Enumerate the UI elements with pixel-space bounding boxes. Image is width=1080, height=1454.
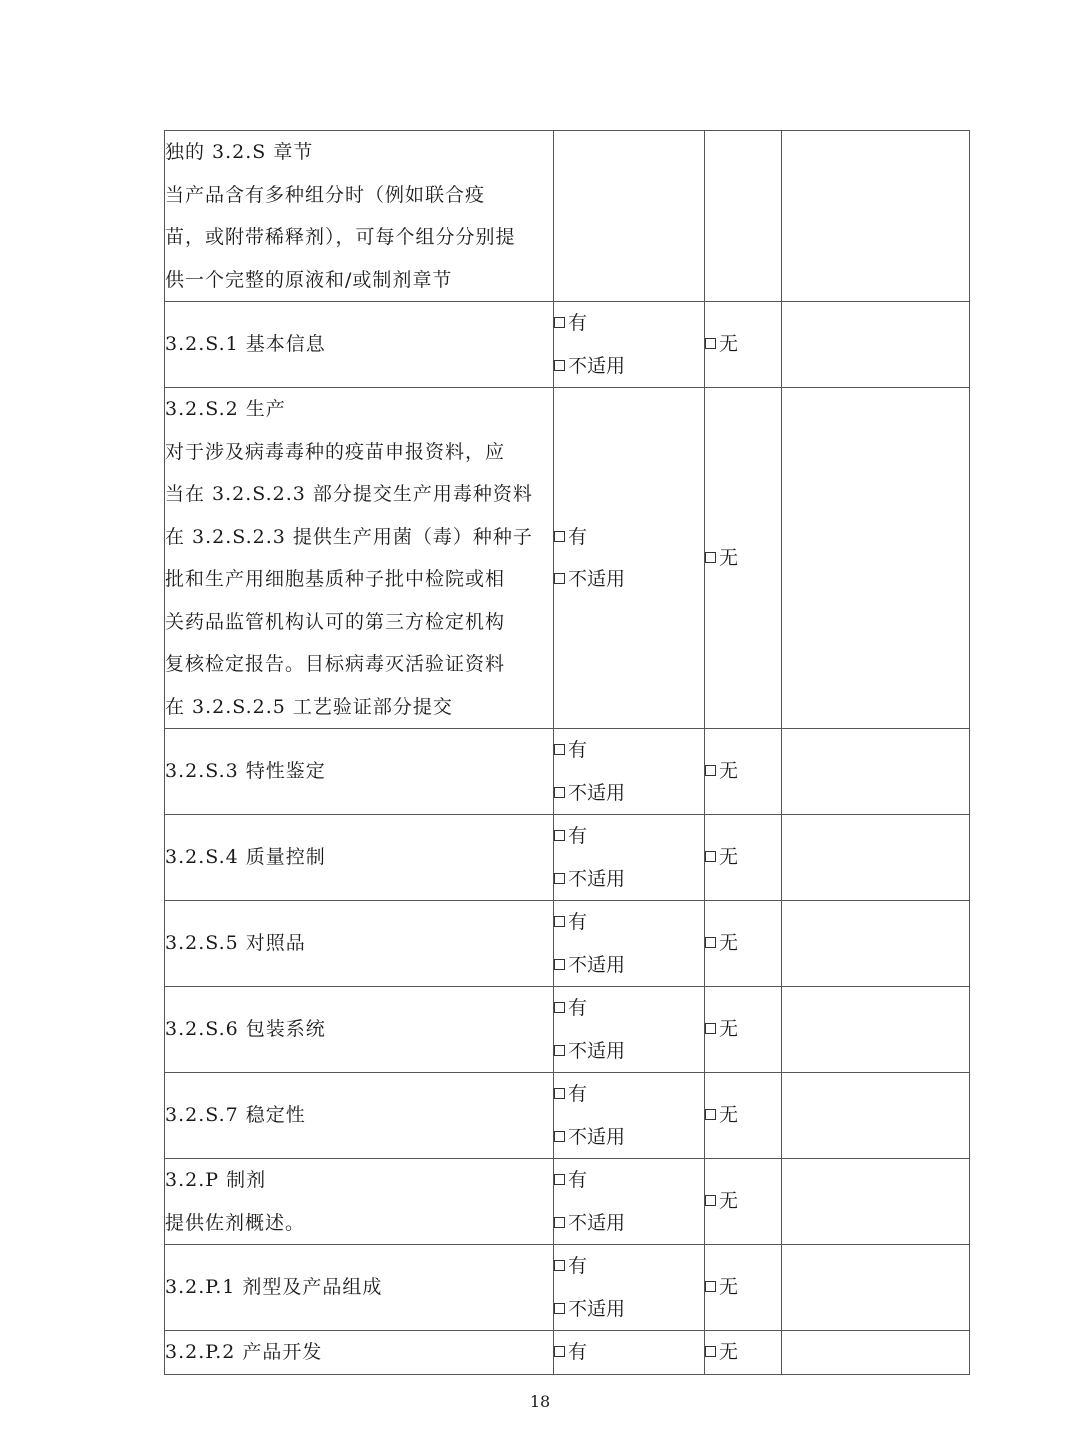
checkbox-icon[interactable] [705, 552, 716, 563]
table-row [165, 1159, 970, 1245]
option-label: 有 [568, 1341, 588, 1363]
checkbox-icon[interactable] [554, 1088, 565, 1099]
option-yes[interactable] [554, 516, 704, 559]
table-row [165, 1331, 970, 1375]
remark-cell[interactable] [782, 1159, 970, 1245]
item-text: 3.2.S.6 包装系统 [165, 1018, 326, 1041]
page-number: 18 [529, 1392, 551, 1411]
table-row [165, 901, 970, 987]
option-label: 不适用 [568, 781, 626, 804]
item-cell [165, 1159, 554, 1245]
checkbox-icon[interactable] [554, 317, 565, 328]
option-yes[interactable] [554, 1331, 704, 1374]
option-none[interactable] [705, 836, 781, 879]
option-none[interactable] [705, 922, 781, 965]
option-not-applicable[interactable] [554, 1116, 704, 1159]
item-cell [165, 302, 554, 388]
option-label: 不适用 [568, 1039, 626, 1062]
option-label: 有 [568, 911, 588, 933]
option-cell-none [705, 131, 782, 302]
item-text: 3.2.S.4 质量控制 [165, 846, 326, 869]
item-cell [165, 729, 554, 815]
remark-cell[interactable] [782, 1245, 970, 1331]
option-none[interactable] [705, 537, 781, 580]
option-cell-availability [554, 1245, 705, 1331]
option-label: 无 [719, 846, 739, 869]
item-cell [165, 901, 554, 987]
remark-cell[interactable] [782, 302, 970, 388]
table-row [165, 131, 970, 302]
table-row [165, 815, 970, 901]
remark-cell[interactable] [782, 901, 970, 987]
option-label: 无 [719, 1190, 739, 1213]
option-yes[interactable] [554, 901, 704, 944]
option-cell-none [705, 987, 782, 1073]
item-cell [165, 1245, 554, 1331]
checkbox-icon[interactable] [554, 873, 565, 884]
option-none[interactable] [705, 1008, 781, 1051]
checkbox-icon[interactable] [554, 1217, 565, 1228]
option-cell-none [705, 1331, 782, 1375]
checkbox-icon[interactable] [705, 851, 716, 862]
item-text: 在 3.2.S.2.3 提供生产用菌（毒）种种子 [165, 525, 533, 548]
remark-cell[interactable] [782, 131, 970, 302]
option-label: 不适用 [568, 568, 626, 590]
option-yes[interactable] [554, 1245, 704, 1288]
option-yes[interactable] [554, 815, 704, 858]
option-cell-none [705, 1245, 782, 1331]
option-cell-availability [554, 987, 705, 1073]
item-text: 3.2.S.1 基本信息 [165, 333, 326, 356]
option-yes[interactable] [554, 729, 704, 772]
option-label: 无 [719, 1276, 739, 1299]
item-text: 独的 3.2.S 章节 [165, 141, 314, 163]
remark-cell[interactable] [782, 1073, 970, 1159]
checkbox-icon[interactable] [705, 1346, 716, 1357]
checklist-table [164, 130, 970, 1375]
option-label: 有 [568, 1169, 588, 1191]
option-label: 不适用 [568, 867, 626, 890]
option-yes[interactable] [554, 302, 704, 345]
item-text: 提供佐剂概述。 [165, 1211, 306, 1234]
checkbox-icon[interactable] [554, 959, 565, 970]
option-not-applicable[interactable] [554, 1288, 704, 1331]
option-not-applicable[interactable] [554, 944, 704, 987]
checkbox-icon[interactable] [554, 1002, 565, 1013]
checkbox-icon[interactable] [554, 1303, 565, 1314]
item-text: 苗，或附带稀释剂），可每个组分分别提 [165, 226, 516, 248]
option-none[interactable] [705, 750, 781, 793]
checkbox-icon[interactable] [554, 830, 565, 841]
table-row [165, 1073, 970, 1159]
option-cell-availability [554, 1331, 705, 1375]
option-cell-none [705, 1159, 782, 1245]
remark-cell[interactable] [782, 1331, 970, 1375]
option-cell-availability [554, 1159, 705, 1245]
item-cell [165, 987, 554, 1073]
option-label: 不适用 [568, 1297, 626, 1320]
option-label: 不适用 [568, 1211, 626, 1234]
option-cell-none [705, 901, 782, 987]
option-not-applicable[interactable] [554, 772, 704, 815]
remark-cell[interactable] [782, 987, 970, 1073]
checkbox-icon[interactable] [554, 787, 565, 798]
option-cell-none [705, 1073, 782, 1159]
item-cell [165, 1331, 554, 1375]
option-yes[interactable] [554, 1159, 704, 1202]
checkbox-icon[interactable] [554, 1131, 565, 1142]
item-text: 3.2.S.3 特性鉴定 [165, 760, 326, 783]
option-none[interactable] [705, 323, 781, 366]
item-cell [165, 131, 554, 302]
checkbox-icon[interactable] [554, 531, 565, 542]
option-none[interactable] [705, 1331, 781, 1374]
option-label: 无 [719, 1018, 739, 1041]
option-label: 有 [568, 997, 588, 1019]
checkbox-icon[interactable] [554, 1045, 565, 1056]
option-cell-availability [554, 901, 705, 987]
item-text: 3.2.S.7 稳定性 [165, 1104, 306, 1127]
table-row [165, 302, 970, 388]
option-yes[interactable] [554, 1073, 704, 1116]
option-label: 无 [719, 1104, 739, 1127]
option-not-applicable[interactable] [554, 858, 704, 901]
option-cell-availability [554, 131, 705, 302]
option-label: 无 [719, 760, 739, 783]
option-cell-availability [554, 1073, 705, 1159]
item-text: 复核检定报告。目标病毒灭活验证资料 [165, 653, 506, 675]
checkbox-icon[interactable] [554, 1260, 565, 1271]
option-not-applicable[interactable] [554, 1202, 704, 1245]
option-cell-none [705, 815, 782, 901]
option-label: 无 [719, 1341, 739, 1363]
option-none[interactable] [705, 1266, 781, 1309]
checkbox-icon[interactable] [705, 1109, 716, 1120]
checkbox-icon[interactable] [705, 937, 716, 948]
checkbox-icon[interactable] [554, 1174, 565, 1185]
table-row [165, 987, 970, 1073]
item-text: 3.2.S.2 生产 [165, 398, 286, 420]
checkbox-icon[interactable] [554, 744, 565, 755]
option-label: 无 [719, 333, 739, 356]
remark-cell[interactable] [782, 815, 970, 901]
option-cell-availability [554, 729, 705, 815]
item-cell [165, 1073, 554, 1159]
option-not-applicable[interactable] [554, 1030, 704, 1073]
option-none[interactable] [705, 1180, 781, 1223]
item-text: 供一个完整的原液和/或制剂章节 [165, 268, 453, 291]
item-text: 当在 3.2.S.2.3 部分提交生产用毒种资料 [165, 483, 533, 505]
option-cell-none [705, 302, 782, 388]
option-label: 有 [568, 312, 588, 334]
checkbox-icon[interactable] [705, 1195, 716, 1206]
option-label: 有 [568, 825, 588, 847]
item-text: 3.2.P.2 产品开发 [165, 1341, 323, 1363]
checkbox-icon[interactable] [554, 916, 565, 927]
option-label: 无 [719, 932, 739, 955]
option-label: 有 [568, 1255, 588, 1277]
item-text: 在 3.2.S.2.5 工艺验证部分提交 [165, 695, 453, 718]
checkbox-icon[interactable] [705, 765, 716, 776]
option-not-applicable[interactable] [554, 558, 704, 601]
remark-cell[interactable] [782, 388, 970, 729]
remark-cell[interactable] [782, 729, 970, 815]
item-text: 3.2.S.5 对照品 [165, 932, 306, 955]
checkbox-icon[interactable] [705, 1023, 716, 1034]
checkbox-icon[interactable] [554, 573, 565, 584]
table-row [165, 729, 970, 815]
item-cell [165, 815, 554, 901]
checkbox-icon[interactable] [554, 1346, 565, 1357]
item-text: 3.2.P 制剂 [165, 1169, 267, 1191]
option-cell-none [705, 388, 782, 729]
option-cell-availability [554, 302, 705, 388]
item-text: 3.2.P.1 剂型及产品组成 [165, 1276, 383, 1299]
table-row [165, 1245, 970, 1331]
option-cell-none [705, 729, 782, 815]
option-label: 有 [568, 739, 588, 761]
checkbox-icon[interactable] [554, 360, 565, 371]
item-text: 当产品含有多种组分时（例如联合疫 [165, 183, 486, 206]
checkbox-icon[interactable] [705, 1281, 716, 1292]
item-text: 关药品监管机构认可的第三方检定机构 [165, 610, 506, 633]
option-cell-availability [554, 815, 705, 901]
item-cell [165, 388, 554, 729]
item-text: 批和生产用细胞基质种子批中检院或相 [165, 568, 506, 590]
table-row [165, 388, 970, 729]
option-label: 有 [568, 525, 588, 548]
option-label: 无 [719, 546, 739, 569]
checkbox-icon[interactable] [705, 338, 716, 349]
option-label: 不适用 [568, 354, 626, 377]
item-text: 对于涉及病毒毒种的疫苗申报资料，应 [165, 440, 506, 463]
option-yes[interactable] [554, 987, 704, 1030]
option-label: 不适用 [568, 1125, 626, 1148]
option-cell-availability [554, 388, 705, 729]
option-label: 有 [568, 1083, 588, 1105]
option-none[interactable] [705, 1094, 781, 1137]
option-label: 不适用 [568, 953, 626, 976]
option-not-applicable[interactable] [554, 345, 704, 388]
